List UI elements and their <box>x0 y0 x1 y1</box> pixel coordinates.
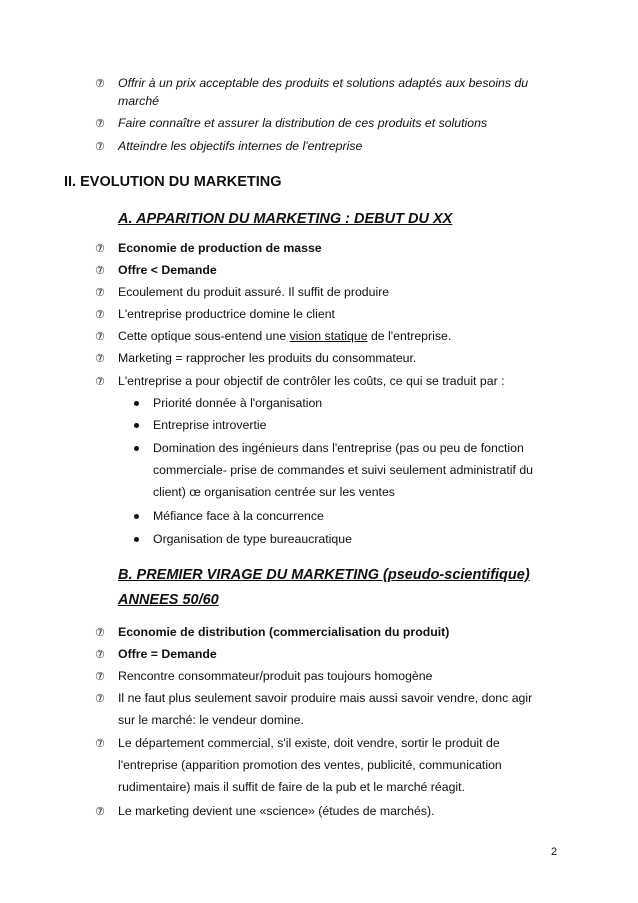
sub-item-5: Organisation de type bureaucratique <box>153 532 352 546</box>
part-a-item-5: Cette optique sous-entend une vision statique de l'entreprise. <box>118 329 452 343</box>
sub-item-3-line-3: client) œ organisation centrée sur les ventes <box>153 485 395 499</box>
subsection-heading-b-line-2: ANNEES 50/60 <box>118 592 219 608</box>
part-a-item-2: Offre < Demande <box>118 263 217 277</box>
part-b-item-3: Rencontre consommateur/produit pas toujours homogène <box>118 669 433 683</box>
bullet-glyph-icon: ⑦ <box>95 140 105 153</box>
section-heading: II. EVOLUTION DU MARKETING <box>64 174 282 190</box>
part-a-item-4: L'entreprise productrice domine le client <box>118 307 335 321</box>
bullet-glyph-icon: ⑦ <box>95 805 105 818</box>
bullet-glyph-icon: ⑦ <box>95 626 105 639</box>
bullet-glyph-icon: ⑦ <box>95 352 105 365</box>
sub-item-4: Méfiance face à la concurrence <box>153 509 324 523</box>
bullet-glyph-icon: ⑦ <box>95 692 105 705</box>
subsection-heading-b-line-1: B. PREMIER VIRAGE DU MARKETING (pseudo-scientifique) <box>118 567 530 583</box>
bullet-glyph-icon: ⑦ <box>95 330 105 343</box>
bullet-glyph-icon: ⑦ <box>95 308 105 321</box>
part-a-item-7: L'entreprise a pour objectif de contrôler les coûts, ce qui se traduit par : <box>118 374 505 388</box>
bullet-glyph-icon: ⑦ <box>95 77 105 90</box>
part-a-item-6: Marketing = rapprocher les produits du consommateur. <box>118 351 417 365</box>
part-b-item-6: Le marketing devient une «science» (études de marchés). <box>118 804 435 818</box>
page-number: 2 <box>551 846 558 858</box>
sub-item-2: Entreprise introvertie <box>153 418 267 432</box>
part-b-item-4-line-1: Il ne faut plus seulement savoir produire mais aussi savoir vendre, donc agir <box>118 691 533 705</box>
part-b-item-2: Offre = Demande <box>118 647 217 661</box>
sub-item-1: Priorité donnée à l'organisation <box>153 396 323 410</box>
part-b-item-4-line-2: sur le marché: le vendeur domine. <box>118 713 304 727</box>
part-b-item-5-line-2: l'entreprise (apparition promotion des ventes, publicité, communication <box>118 758 502 772</box>
part-b-item-5-line-1: Le département commercial, s'il existe, doit vendre, sortir le produit de <box>118 736 500 750</box>
bullet-glyph-icon: ⑦ <box>95 286 105 299</box>
round-bullet-icon <box>133 421 141 429</box>
bullet-glyph-icon: ⑦ <box>95 670 105 683</box>
round-bullet-icon <box>133 535 141 543</box>
bullet-glyph-icon: ⑦ <box>95 737 105 750</box>
sub-item-3-line-2: commerciale- prise de commandes et suivi seulement administratif du <box>153 463 533 477</box>
round-bullet-icon <box>133 444 141 452</box>
round-bullet-icon <box>133 512 141 520</box>
subsection-heading-a: A. APPARITION DU MARKETING : DEBUT DU XX <box>118 211 453 227</box>
part-b-item-1: Economie de distribution (commercialisation du produit) <box>118 625 450 639</box>
bullet-glyph-icon: ⑦ <box>95 117 105 130</box>
bullet-glyph-icon: ⑦ <box>95 648 105 661</box>
part-b-item-5-line-3: rudimentaire) mais il suffit de faire de la pub et le marché réagit. <box>118 780 465 794</box>
intro-item-1-line-2: marché <box>118 94 160 108</box>
bullet-glyph-icon: ⑦ <box>95 264 105 277</box>
round-bullet-icon <box>133 399 141 407</box>
intro-item-2: Faire connaître et assurer la distribution de ces produits et solutions <box>118 116 488 130</box>
bullet-glyph-icon: ⑦ <box>95 242 105 255</box>
intro-item-3: Atteindre les objectifs internes de l'entreprise <box>118 139 363 153</box>
vision-statique-underlined: vision statique <box>289 329 368 343</box>
sub-item-3-line-1: Domination des ingénieurs dans l'entreprise (pas ou peu de fonction <box>153 441 524 455</box>
intro-item-1-line-1: Offrir à un prix acceptable des produits et solutions adaptés aux besoins du <box>118 76 529 90</box>
bullet-glyph-icon: ⑦ <box>95 375 105 388</box>
part-a-item-3: Ecoulement du produit assuré. Il suffit de produire <box>118 285 390 299</box>
part-a-item-1: Economie de production de masse <box>118 241 322 255</box>
